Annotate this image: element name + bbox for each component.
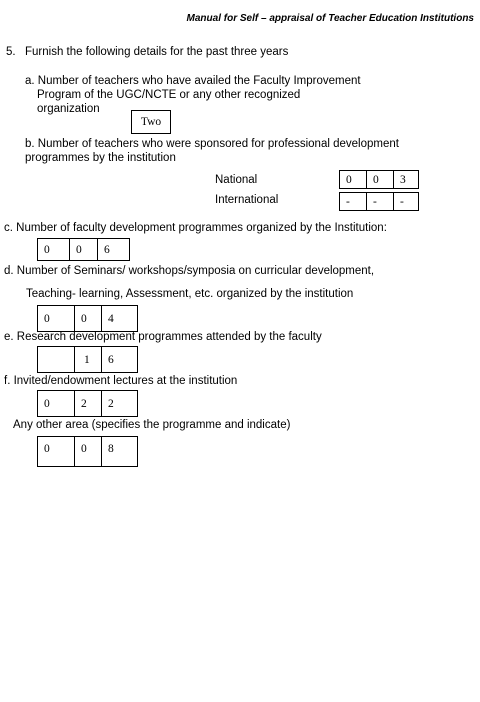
item-c-digits [37,238,130,261]
item-a-answer-box [131,110,171,134]
digit-cell: 2 [108,397,114,410]
digit-cell: 0 [38,391,75,416]
national-label: National [215,174,258,186]
question-number: 5. [6,46,16,58]
digit-cell: 8 [108,443,114,455]
question-text: Furnish the following details for the past three years [25,46,289,58]
digit-cell: 0 [38,437,75,466]
digit-cell: 0 [75,306,102,331]
digit-cell: 0 [367,171,394,188]
item-a-line1: a. Number of teachers who have availed the Faculty Improvement [25,75,361,87]
item-d-line2: Teaching- learning, Assessment, etc. organized by the institution [26,288,354,300]
international-label: International [215,194,279,206]
other-area-text: Any other area (specifies the programme and indicate) [13,419,291,431]
item-e-digits [37,346,138,373]
item-c-text: c. Number of faculty development programmes organized by the Institution: [4,222,387,234]
digit-cell: 0 [75,437,102,466]
item-b-line1: b. Number of teachers who were sponsored for professional development [25,138,399,150]
digit-cell: 0 [38,239,70,260]
item-a-answer: Two [140,116,162,128]
digit-cell: - [340,193,367,210]
digit-cell: 2 [75,391,102,416]
digit-cell: 6 [104,243,110,256]
digit-cell: 0 [38,306,75,331]
other-area-digits [37,436,138,467]
digit-cell: 0 [70,239,98,260]
item-d-line1: d. Number of Seminars/ workshops/symposia on curricular development, [4,265,375,277]
digit-cell: - [367,193,394,210]
item-f-digits [37,390,138,417]
document-header: Manual for Self – appraisal of Teacher Education Institutions [186,13,474,24]
digit-cell: 6 [108,353,114,366]
international-digits [339,192,419,211]
item-f-text: f. Invited/endowment lectures at the institution [4,375,238,387]
digit-cell: 3 [400,173,406,186]
item-d-digits [37,305,138,332]
digit-cell: 4 [108,312,114,325]
national-digits [339,170,419,189]
item-a-line2: Program of the UGC/NCTE or any other recognized [37,89,301,101]
item-b-line2: programmes by the institution [25,152,176,164]
digit-cell: 0 [340,171,367,188]
item-a-line3: organization [37,103,100,115]
digit-cell: 1 [75,347,102,372]
item-e-text: e. Research development programmes attended by the faculty [4,331,322,343]
digit-cell [38,347,75,372]
digit-cell: - [400,195,404,208]
